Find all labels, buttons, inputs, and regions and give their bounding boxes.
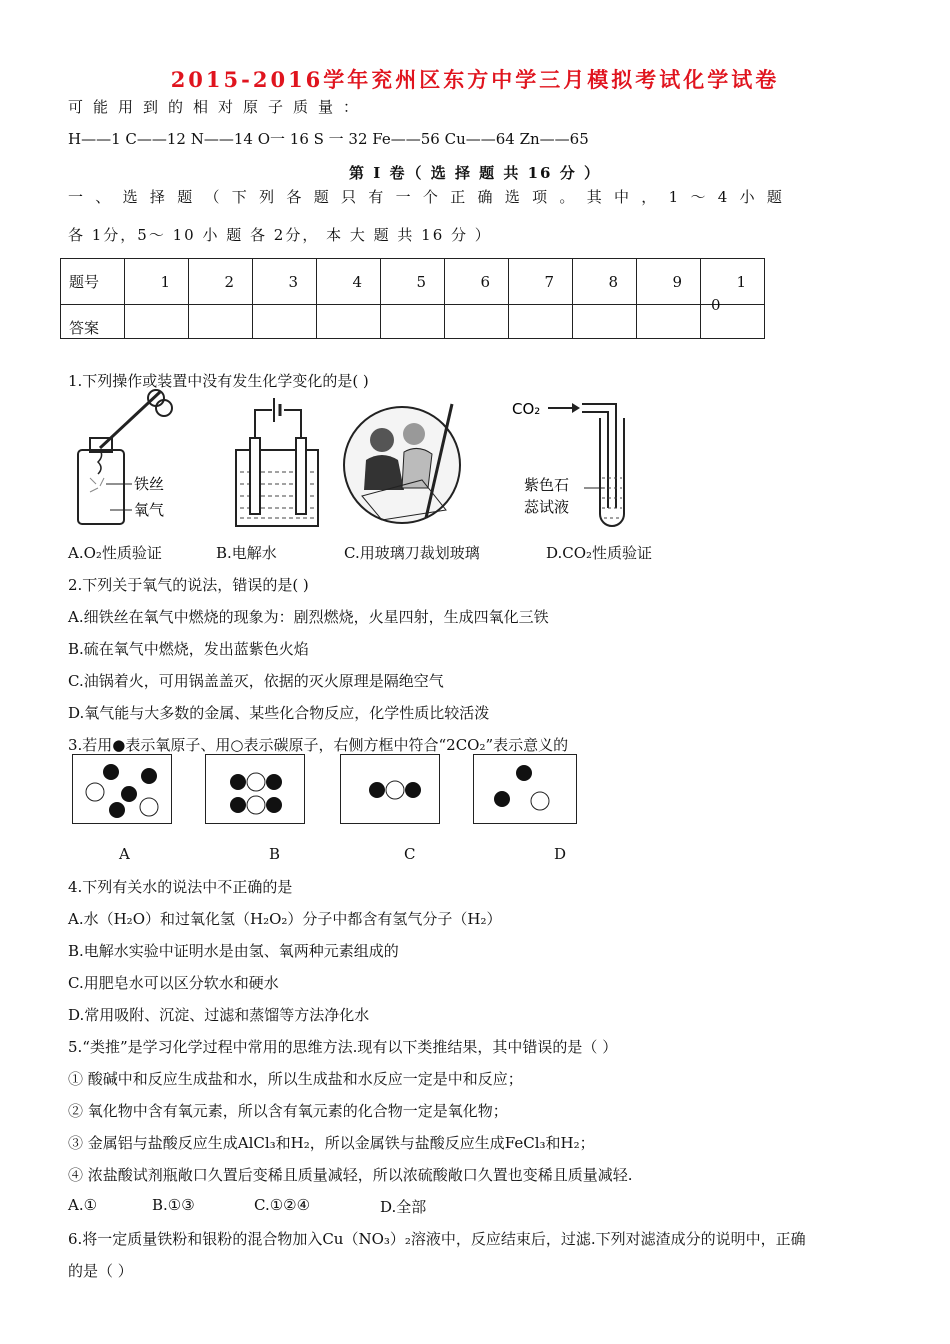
q5-option-d: D.全部 xyxy=(380,1198,427,1216)
section-heading: 第 I 卷（ 选 择 题 共 16 分 ） xyxy=(349,164,601,182)
q4-option-a: A.水（H₂O）和过氧化氢（H₂O₂）分子中都含有氢气分子（H₂） xyxy=(68,910,502,928)
electrolysis-illustration xyxy=(232,390,322,530)
q1-stem: 1.下列操作或装置中没有发生化学变化的是( ) xyxy=(68,372,369,390)
answer-cell[interactable] xyxy=(317,305,381,339)
molecule-box-d xyxy=(473,754,577,824)
q3-label-c: C xyxy=(404,845,416,863)
answer-cell[interactable] xyxy=(509,305,573,339)
q1-option-a: A.O₂性质验证 xyxy=(68,544,162,562)
q3-label-d: D xyxy=(554,845,567,863)
litmus-label-2: 蕊试液 xyxy=(524,498,570,516)
answer-cell[interactable] xyxy=(573,305,637,339)
qnum-cell: 1 xyxy=(125,259,189,305)
molecule-box-b xyxy=(205,754,305,824)
qnum-cell: 8 xyxy=(573,259,637,305)
q2-option-b: B.硫在氧气中燃烧，发出蓝紫色火焰 xyxy=(68,640,309,658)
qnum-cell-10 xyxy=(701,259,765,314)
q3-label-a: A xyxy=(119,845,130,863)
molecule-box-c xyxy=(340,754,440,824)
answer-cell[interactable] xyxy=(189,305,253,339)
q2-option-c: C.油锅着火，可用锅盖盖灭，依据的灭火原理是隔绝空气 xyxy=(68,672,444,690)
q2-option-a: A.细铁丝在氧气中燃烧的现象为：剧烈燃烧，火星四射，生成四氧化三铁 xyxy=(68,608,549,626)
answer-cell[interactable] xyxy=(445,305,509,339)
oxygen-label: 氧气 xyxy=(134,501,165,519)
answer-cell[interactable] xyxy=(381,305,445,339)
answer-table xyxy=(60,258,765,339)
co2-label: CO₂ xyxy=(512,400,541,418)
q5-option-b: B.①③ xyxy=(152,1196,195,1214)
row-label-answer: 答案 xyxy=(61,305,125,339)
q3-label-b: B xyxy=(269,845,281,863)
atomic-mass-label: 可能用到的相对原子质量： xyxy=(68,98,369,116)
q2-stem: 2.下列关于氧气的说法，错误的是( ) xyxy=(68,576,309,594)
qnum-cell: 7 xyxy=(509,259,573,305)
qnum-cell: 3 xyxy=(253,259,317,305)
q5-item-2: ② 氧化物中含有氧元素，所以含有氧元素的化合物一定是氧化物； xyxy=(68,1102,508,1120)
q5-item-4: ④ 浓盐酸试剂瓶敞口久置后变稀且质量减轻，所以浓硫酸敞口久置也变稀且质量减轻. xyxy=(68,1166,633,1184)
q5-option-a: A.① xyxy=(68,1196,98,1214)
q4-option-c: C.用肥皂水可以区分软水和硬水 xyxy=(68,974,279,992)
q5-stem: 5.“类推”是学习化学过程中常用的思维方法.现有以下类推结果，其中错误的是（ ） xyxy=(68,1038,618,1056)
glass-cutting-illustration xyxy=(342,400,464,530)
q5-item-3: ③ 金属铝与盐酸反应生成AlCl₃和H₂，所以金属铁与盐酸反应生成FeCl₃和H₂； xyxy=(68,1134,595,1152)
litmus-label-1: 紫色石 xyxy=(524,476,570,494)
atomic-masses: H——1 C——12 N——14 O一 16 S 一 32 Fe——56 Cu——64 Zn——65 xyxy=(68,130,589,148)
co2-litmus-illustration xyxy=(508,394,648,532)
q4-option-b: B.电解水实验中证明水是由氢、氧两种元素组成的 xyxy=(68,942,399,960)
qnum-cell: 4 xyxy=(317,259,381,305)
q4-stem: 4.下列有关水的说法中不正确的是 xyxy=(68,878,293,896)
answer-cell[interactable] xyxy=(253,305,317,339)
instruction-line-2: 各 1分，5～ 10 小 题 各 2分， 本 大 题 共 16 分 ） xyxy=(68,226,492,244)
instruction-line-1: 一、选择题（下列各题只有一个正确选项。其中，1～4小题 xyxy=(68,188,795,206)
molecule-box-a xyxy=(72,754,172,824)
answer-cell[interactable] xyxy=(125,305,189,339)
iron-wire-label: 铁丝 xyxy=(134,475,165,493)
q3-stem: 3.若用●表示氧原子、用○表示碳原子，右侧方框中符合“2CO₂”表示意义的 xyxy=(68,736,569,754)
answer-cell[interactable] xyxy=(637,305,701,339)
q1-option-c: C.用玻璃刀裁划玻璃 xyxy=(344,544,480,562)
qnum-cell: 5 xyxy=(381,259,445,305)
qnum-10-first: 1 xyxy=(736,272,746,291)
iron-wire-oxygen-illustration xyxy=(60,388,180,530)
q2-option-d: D.氧气能与大多数的金属、某些化合物反应，化学性质比较活泼 xyxy=(68,704,490,722)
qnum-cell: 2 xyxy=(189,259,253,305)
q5-option-c: C.①②④ xyxy=(254,1196,311,1214)
q1-option-b: B.电解水 xyxy=(216,544,277,562)
row-label-number: 题号 xyxy=(61,259,125,305)
q1-option-d: D.CO₂性质验证 xyxy=(546,544,653,562)
qnum-10-overflow: 0 xyxy=(711,296,721,314)
q6-stem-line-1: 6.将一定质量铁粉和银粉的混合物加入Cu（NO₃）₂溶液中，反应结束后，过滤.下列对滤渣成分的说明中，正确 xyxy=(68,1230,806,1248)
qnum-cell: 6 xyxy=(445,259,509,305)
q5-item-1: ① 酸碱中和反应生成盐和水，所以生成盐和水反应一定是中和反应； xyxy=(68,1070,523,1088)
q6-stem-line-2: 的是（ ） xyxy=(68,1262,133,1280)
exam-title: 2015-2016学年兖州区东方中学三月模拟考试化学试卷 xyxy=(170,67,780,92)
qnum-cell: 9 xyxy=(637,259,701,305)
q4-option-d: D.常用吸附、沉淀、过滤和蒸馏等方法净化水 xyxy=(68,1006,370,1024)
